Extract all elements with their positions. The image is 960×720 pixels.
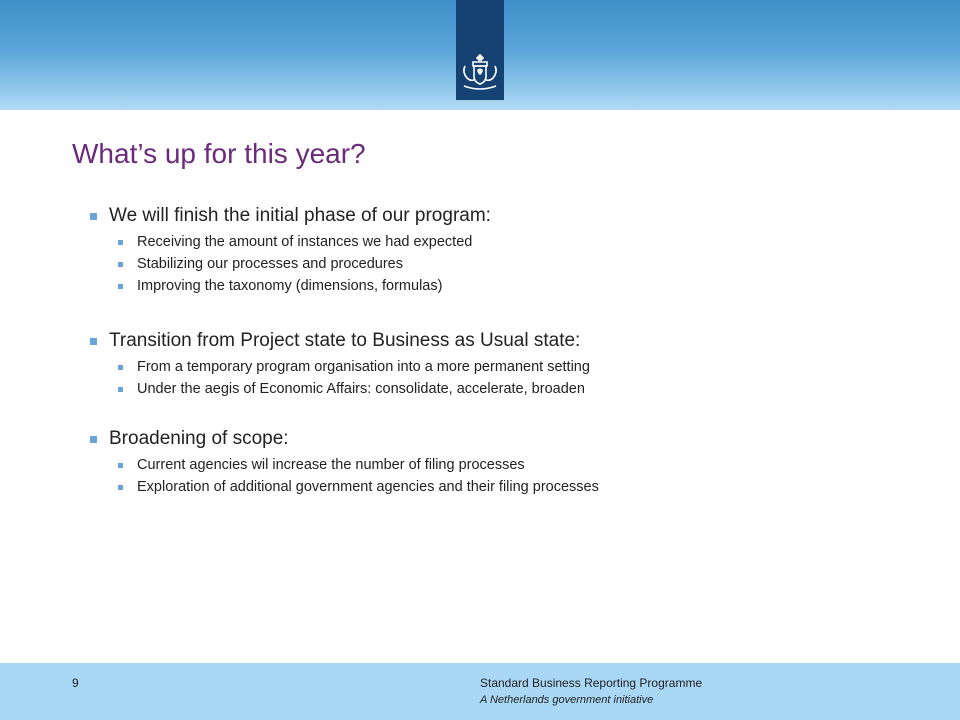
bullet-icon [90,436,97,443]
sub-bullet-icon [118,240,123,245]
footer-programme: Standard Business Reporting Programme [480,676,703,690]
sub-bullet-icon [118,387,123,392]
sub-bullet [118,234,472,250]
bullet-heading: Transition from Project state to Business as Usual state: [109,330,581,351]
bullet-section-1 [90,205,491,227]
bullet-icon [90,213,97,220]
bullet-heading: We will finish the initial phase of our program: [109,205,491,226]
bullet-section-3 [90,428,289,450]
sub-bullet-icon [118,262,123,267]
sub-bullet-text: Receiving the amount of instances we had expected [137,234,473,250]
sub-bullet-icon [118,485,123,490]
sub-bullet-icon [118,463,123,468]
sub-bullet [118,256,403,272]
footer-band [0,663,960,720]
sub-bullet-text: Exploration of additional government agencies and their filing processes [137,479,599,495]
slide-title: What’s up for this year? [72,138,366,169]
bullet-icon [90,338,97,345]
bullet-heading: Broadening of scope: [109,428,289,449]
sub-bullet-icon [118,284,123,289]
sub-bullet-text: Stabilizing our processes and procedures [137,256,403,272]
footer-subtitle: A Netherlands government initiative [480,694,654,706]
sub-bullet [118,359,590,375]
sub-bullet [118,457,525,473]
page-number: 9 [72,676,79,690]
sub-bullet-text: Current agencies wil increase the number of filing processes [137,457,525,473]
sub-bullet [118,278,442,294]
sub-bullet [118,381,585,397]
sub-bullet-text: Under the aegis of Economic Affairs: consolidate, accelerate, broaden [137,381,585,397]
sub-bullet [118,479,599,495]
sub-bullet-text: From a temporary program organisation into a more permanent setting [137,359,590,375]
sub-bullet-text: Improving the taxonomy (dimensions, formulas) [137,278,443,294]
bullet-section-2 [90,330,580,352]
sub-bullet-icon [118,365,123,370]
